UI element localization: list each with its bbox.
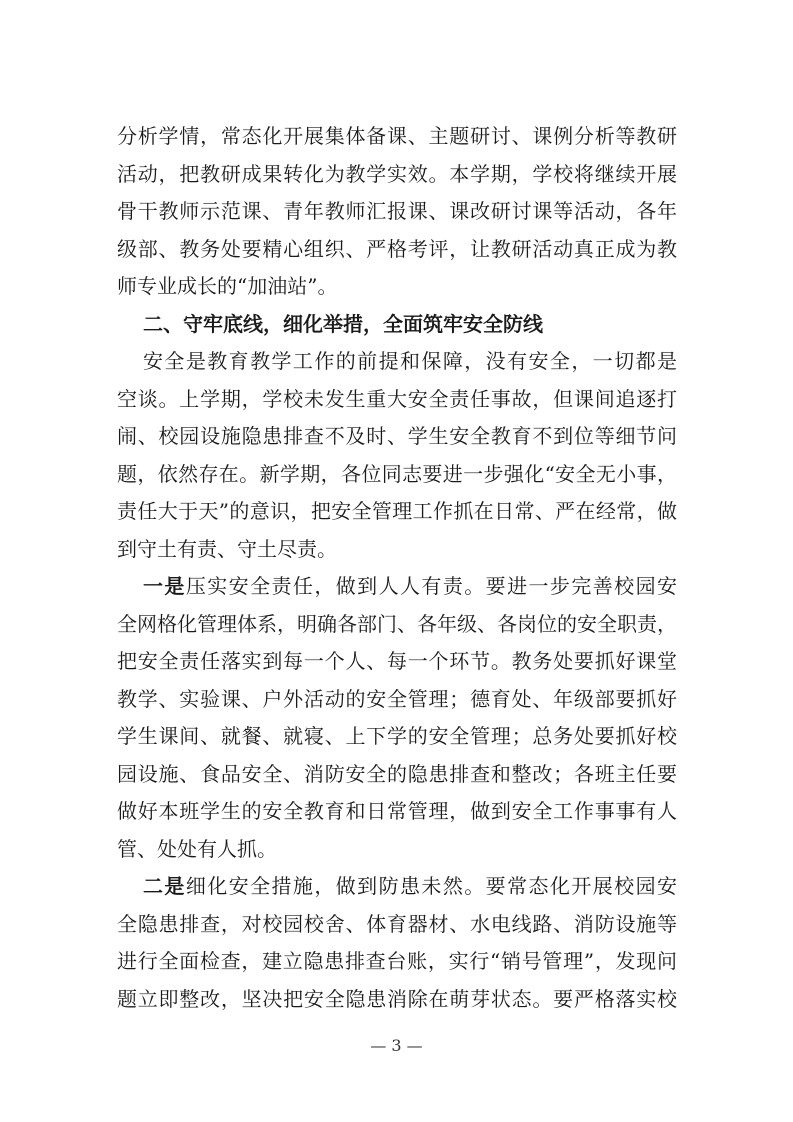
text-line [117,906,677,944]
text-line [117,118,677,156]
text-line [117,193,677,231]
paragraph [117,868,677,1018]
text-line [117,718,677,756]
line-text: 全网格化管理体系，明确各部门、各年级、各岗位的安全职责， [117,611,677,636]
text-line [117,418,677,456]
text-line [117,756,677,794]
line-text: 级部、教务处要精心组织、严格考评，让教研活动真正成为教 [117,236,677,261]
line-text: 管、处处有人抓。 [117,836,277,861]
line-text: 压实安全责任，做到人人有责。要进一步完善校园安 [185,574,678,598]
line-text: 做好本班学生的安全教育和日常管理，做到安全工作事事有人 [117,799,677,823]
text-line [117,381,677,419]
text-line [117,868,677,906]
text-line [117,981,677,1019]
lead-label: 一是 [143,574,186,598]
line-text: 题立即整改，坚决把安全隐患消除在萌芽状态。要严格落实校 [117,986,677,1011]
text-line [117,231,677,269]
text-line [117,943,677,981]
line-text: 骨干教师示范课、青年教师汇报课、课改研讨课等活动，各年 [117,199,677,223]
line-text: 题，依然存在。新学期，各位同志要进一步强化“安全无小事， [117,461,677,486]
line-text: 空谈。上学期，学校未发生重大安全责任事故，但课间追逐打 [117,386,677,411]
section-heading: 二、守牢底线，细化举措，全面筑牢安全防线 [143,311,543,336]
text-line [117,793,677,831]
line-text: 细化安全措施，做到防患未然。要常态化开展校园安 [185,874,678,898]
line-text: 分析学情，常态化开展集体备课、主题研讨、课例分析等教研 [117,124,677,148]
text-line [117,643,677,681]
page-number: — 3 — [370,1036,423,1055]
text-line [117,156,677,194]
text-line [117,531,677,569]
text-line [117,343,677,381]
line-text: 园设施、食品安全、消防安全的隐患排查和整改；各班主任要 [117,761,677,786]
line-text: 责任大于天”的意识，把安全管理工作抓在日常、严在经常，做 [117,499,677,523]
text-line [117,681,677,719]
line-text: 学生课间、就餐、就寝、上下学的安全管理；总务处要抓好校 [117,724,677,748]
lead-label: 二是 [143,874,186,898]
text-line [117,268,677,306]
line-text: 闹、校园设施隐患排查不及时、学生安全教育不到位等细节问 [117,424,677,448]
text-line [117,493,677,531]
line-text: 把安全责任落实到每一个人、每一个环节。教务处要抓好课堂 [117,649,677,673]
text-line [117,456,677,494]
paragraph [117,343,677,568]
line-text: 活动，把教研成果转化为教学实效。本学期，学校将继续开展 [117,161,677,186]
line-text: 师专业成长的“加油站”。 [117,274,338,298]
line-text: 安全是教育教学工作的前提和保障，没有安全，一切都是 [143,349,677,373]
text-line [117,831,677,869]
paragraph [117,568,677,868]
paragraph [117,118,677,306]
line-text: 进行全面检查，建立隐患排查台账，实行“销号管理”，发现问 [117,949,677,973]
line-text: 全隐患排查，对校园校舍、体育器材、水电线路、消防设施等 [117,911,677,936]
line-text: 到守土有责、守土尽责。 [117,536,337,561]
document-body [117,118,677,1018]
text-line [117,606,677,644]
text-line [117,568,677,606]
line-text: 教学、实验课、户外活动的安全管理；德育处、年级部要抓好 [117,686,677,711]
